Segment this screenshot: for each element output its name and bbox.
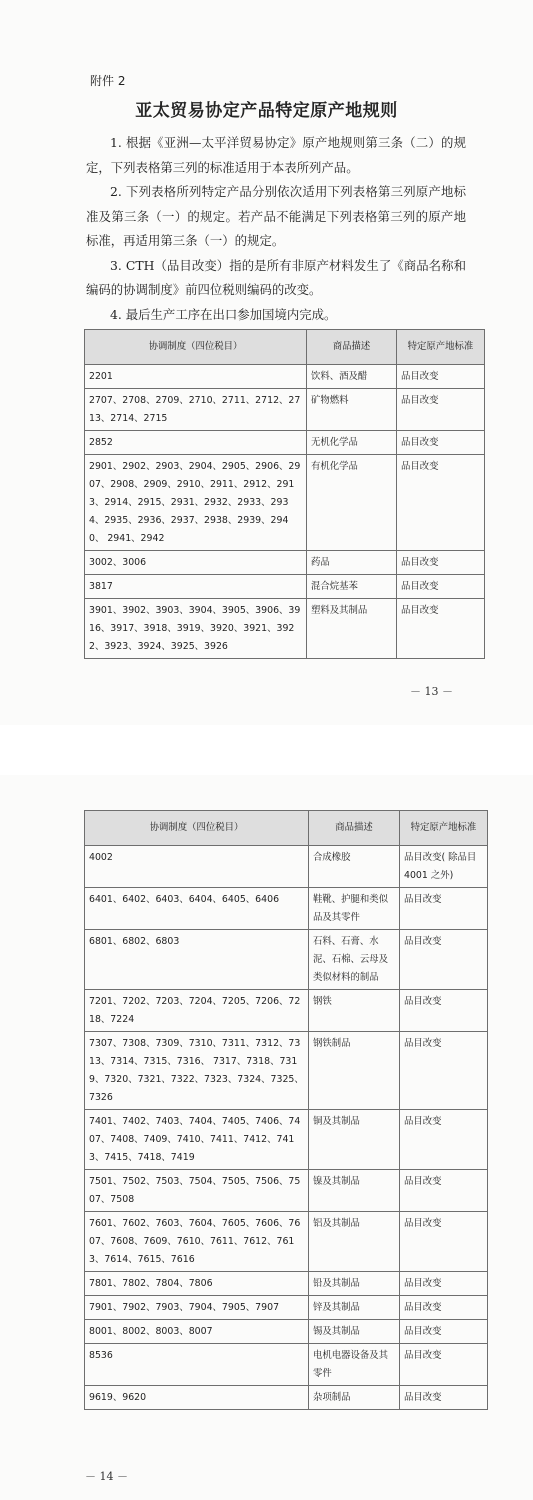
- page-gap: [0, 725, 533, 775]
- hs-codes-cell: 3817: [85, 575, 307, 599]
- hs-codes-cell: 2852: [85, 431, 307, 455]
- description-cell: 有机化学品: [307, 455, 397, 551]
- origin-rule-cell: 品目改变: [400, 930, 488, 990]
- description-cell: 矿物燃料: [307, 389, 397, 431]
- paragraph-4: 4. 最后生产工序在出口参加国境内完成。: [110, 306, 337, 322]
- description-cell: 铝及其制品: [309, 1212, 400, 1272]
- hs-codes-cell: 6801、6802、6803: [85, 930, 309, 990]
- header-hs-code: 协调制度（四位税目）: [85, 330, 307, 365]
- table-row: [85, 365, 485, 389]
- page-number: － 13 －: [410, 685, 453, 698]
- header-hs-code: 协调制度（四位税目）: [85, 811, 309, 846]
- hs-codes-cell: 7801、7802、7804、7806: [85, 1272, 309, 1296]
- origin-rule-cell: 品目改变: [400, 1212, 488, 1272]
- hs-codes-cell: 7201、7202、7203、7204、7205、7206、7218、7224: [85, 990, 309, 1032]
- hs-codes-cell: 7401、7402、7403、7404、7405、7406、7407、7408、7409、7410、7411、7412、7413、7415、7418、7419: [85, 1110, 309, 1170]
- origin-rule-cell: 品目改变: [400, 1170, 488, 1212]
- table-header-row: [85, 330, 485, 365]
- paragraph-2: 2. 下列表格所列特定产品分别依次适用下列表格第三列原产地标准及第三条（一）的规定。若产品不能满足下列表格第三列的原产地标准，再适用第三条（一）的规定。: [86, 184, 466, 248]
- table-row: [85, 1296, 488, 1320]
- origin-rule-cell: 品目改变: [400, 888, 488, 930]
- description-cell: 锡及其制品: [309, 1320, 400, 1344]
- hs-codes-cell: 7901、7902、7903、7904、7905、7907: [85, 1296, 309, 1320]
- description-cell: 饮料、酒及醋: [307, 365, 397, 389]
- origin-rule-cell: 品目改变: [397, 575, 485, 599]
- origin-rule-cell: 品目改变: [400, 1320, 488, 1344]
- paragraph-3: 3. CTH（品目改变）指的是所有非原产材料发生了《商品名称和编码的协调制度》前四位税则编码的改变。: [86, 257, 466, 297]
- header-description: 商品描述: [307, 330, 397, 365]
- page-number: － 14 －: [85, 1470, 128, 1483]
- origin-rule-cell: 品目改变: [397, 455, 485, 551]
- hs-codes-cell: 7307、7308、7309、7310、7311、7312、7313、7314、7315、7316、 7317、7318、7319、7320、7321、7322、7323、7324、7325、7326: [85, 1032, 309, 1110]
- table-row: [85, 1386, 488, 1410]
- origin-rule-cell: 品目改变( 除品目 4001 之外): [400, 846, 488, 888]
- document-page-13: [0, 0, 533, 725]
- description-cell: 塑料及其制品: [307, 599, 397, 659]
- header-origin-rule: 特定原产地标准: [397, 330, 485, 365]
- table-row: [85, 431, 485, 455]
- hs-codes-cell: 2201: [85, 365, 307, 389]
- description-cell: 无机化学品: [307, 431, 397, 455]
- table-row: [85, 575, 485, 599]
- description-cell: 电机电器设备及其零件: [309, 1344, 400, 1386]
- description-cell: 杂项制品: [309, 1386, 400, 1410]
- description-cell: 钢铁: [309, 990, 400, 1032]
- hs-codes-cell: 8001、8002、8003、8007: [85, 1320, 309, 1344]
- origin-rule-cell: 品目改变: [397, 599, 485, 659]
- table-row: [85, 1320, 488, 1344]
- hs-codes-cell: 7501、7502、7503、7504、7505、7506、7507、7508: [85, 1170, 309, 1212]
- description-cell: 钢铁制品: [309, 1032, 400, 1110]
- origin-rule-cell: 品目改变: [400, 1272, 488, 1296]
- attachment-label: 附件 2: [90, 74, 126, 88]
- table-row: [85, 990, 488, 1032]
- table-row: [85, 1344, 488, 1386]
- table-row: [85, 846, 488, 888]
- header-description: 商品描述: [309, 811, 400, 846]
- description-cell: 药品: [307, 551, 397, 575]
- origin-rule-cell: 品目改变: [400, 1344, 488, 1386]
- rules-table-2: [84, 810, 488, 1410]
- description-cell: 铅及其制品: [309, 1272, 400, 1296]
- table-row: [85, 1212, 488, 1272]
- table-row: [85, 1110, 488, 1170]
- origin-rule-cell: 品目改变: [400, 990, 488, 1032]
- hs-codes-cell: 4002: [85, 846, 309, 888]
- rules-table-1: [84, 329, 485, 659]
- table-row: [85, 599, 485, 659]
- origin-rule-cell: 品目改变: [397, 389, 485, 431]
- hs-codes-cell: 2707、2708、2709、2710、2711、2712、2713、2714、2715: [85, 389, 307, 431]
- table-header-row: [85, 811, 488, 846]
- table-row: [85, 1170, 488, 1212]
- description-cell: 锌及其制品: [309, 1296, 400, 1320]
- table-row: [85, 551, 485, 575]
- hs-codes-cell: 3002、3006: [85, 551, 307, 575]
- document-page-14: [0, 775, 533, 1500]
- header-origin-rule: 特定原产地标准: [400, 811, 488, 846]
- hs-codes-cell: 6401、6402、6403、6404、6405、6406: [85, 888, 309, 930]
- table-row: [85, 455, 485, 551]
- description-cell: 混合烷基苯: [307, 575, 397, 599]
- table-row: [85, 389, 485, 431]
- table-row: [85, 930, 488, 990]
- hs-codes-cell: 3901、3902、3903、3904、3905、3906、3916、3917、3918、3919、3920、3921、3922、3923、3924、3925、3926: [85, 599, 307, 659]
- table-row: [85, 1272, 488, 1296]
- hs-codes-cell: 2901、2902、2903、2904、2905、2906、2907、2908、2909、2910、2911、2912、2913、2914、2915、2931、2932、2933、2934、2935、2936、2937、2938、2939、2940、 2941、2942: [85, 455, 307, 551]
- description-cell: 合成橡胶: [309, 846, 400, 888]
- table-row: [85, 1032, 488, 1110]
- origin-rule-cell: 品目改变: [400, 1032, 488, 1110]
- origin-rule-cell: 品目改变: [397, 431, 485, 455]
- intro-paragraphs: [86, 131, 466, 327]
- description-cell: 石料、石膏、水泥、石棉、云母及类似材料的制品: [309, 930, 400, 990]
- hs-codes-cell: 9619、9620: [85, 1386, 309, 1410]
- description-cell: 铜及其制品: [309, 1110, 400, 1170]
- origin-rule-cell: 品目改变: [397, 365, 485, 389]
- origin-rule-cell: 品目改变: [397, 551, 485, 575]
- hs-codes-cell: 8536: [85, 1344, 309, 1386]
- origin-rule-cell: 品目改变: [400, 1386, 488, 1410]
- origin-rule-cell: 品目改变: [400, 1296, 488, 1320]
- page-title: 亚太贸易协定产品特定原产地规则: [135, 101, 398, 121]
- description-cell: 镍及其制品: [309, 1170, 400, 1212]
- origin-rule-cell: 品目改变: [400, 1110, 488, 1170]
- table-row: [85, 888, 488, 930]
- description-cell: 鞋靴、护腿和类似品及其零件: [309, 888, 400, 930]
- paragraph-1: 1. 根据《亚洲—太平洋贸易协定》原产地规则第三条（二）的规定，下列表格第三列的标准适用于本表所列产品。: [86, 135, 466, 175]
- hs-codes-cell: 7601、7602、7603、7604、7605、7606、7607、7608、7609、7610、7611、7612、7613、7614、7615、7616: [85, 1212, 309, 1272]
